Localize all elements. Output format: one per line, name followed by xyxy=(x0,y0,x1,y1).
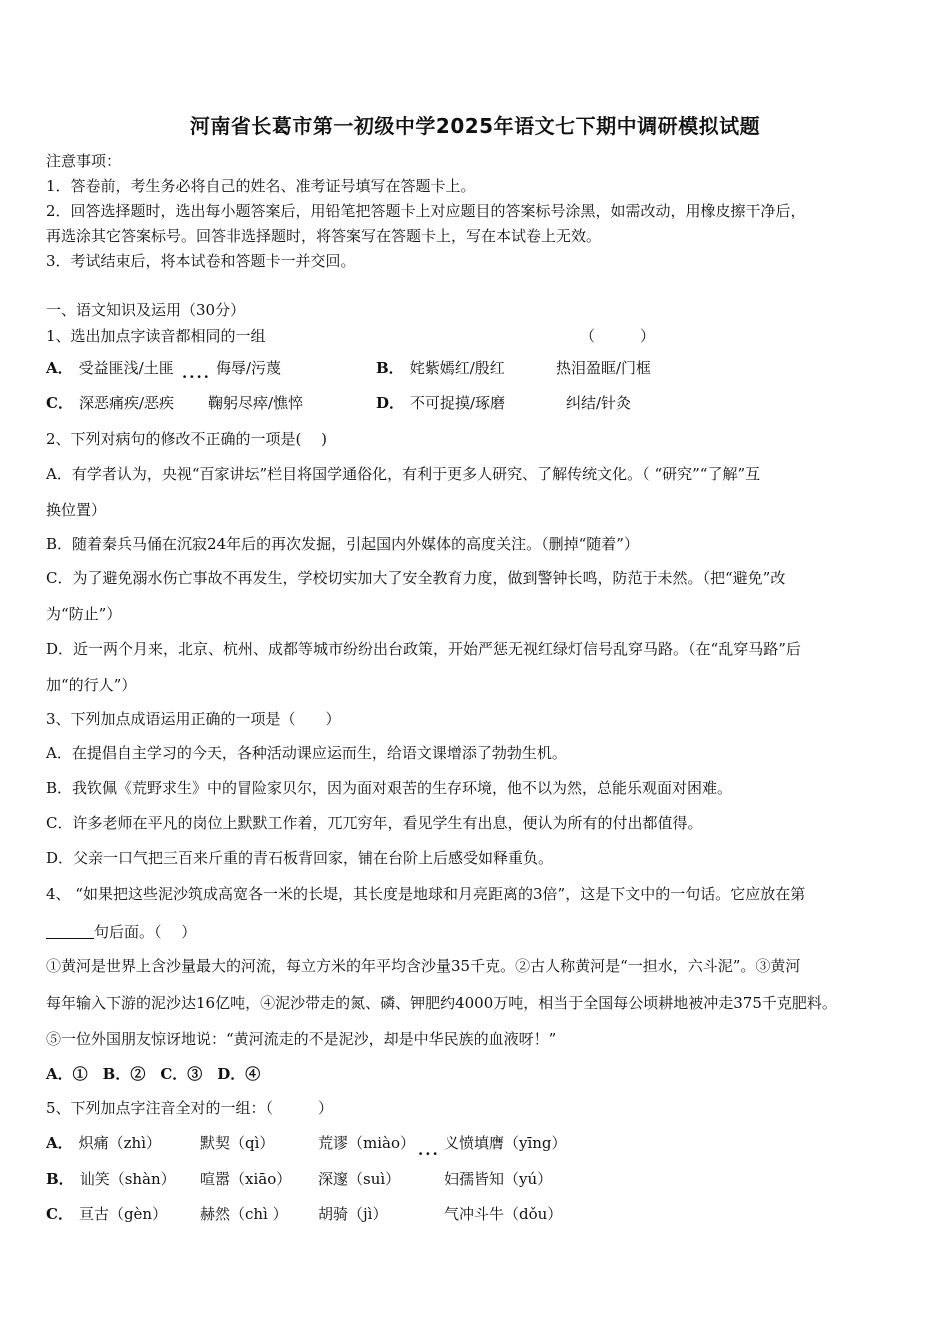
q2-option-c-cont: 为“防止”） xyxy=(46,605,122,623)
q5-option-c-item: 胡骑（jì） xyxy=(318,1205,388,1223)
fill-in-blank xyxy=(46,922,94,939)
q2-option-d: D．近一两个月来，北京、杭州、成都等城市纷纷出台政策，开始严惩无视红绿灯信号乱穿马路。（在“乱穿马路”后 xyxy=(46,640,801,658)
q5-option-a-item: 荒谬（miào） xyxy=(318,1134,415,1152)
option-label: B． xyxy=(46,1170,74,1188)
q2-option-b: B．随着秦兵马俑在沉寂24年后的再次发掘，引起国内外媒体的高度关注。（删掉“随着”） xyxy=(46,535,639,553)
option-text: 亘古（gèn） xyxy=(78,1205,168,1223)
q4-passage-line: 每年输入下游的泥沙达16亿吨，④泥沙带走的氮、磷、钾肥约4000万吨，相当于全国每公顷耕地被冲走375千克肥料。 xyxy=(46,994,837,1012)
q5-option-a-item: 义愤填膺（yīng） xyxy=(444,1134,567,1152)
q2-option-a-cont: 换位置） xyxy=(46,501,107,519)
option-label: D． xyxy=(376,394,405,412)
emphasis-dots: ... xyxy=(418,1141,440,1159)
notice-item: 2．回答选择题时，选出每小题答案后，用铅笔把答题卡上对应题目的答案标号涂黑，如需改动，用橡皮擦干净后， xyxy=(46,202,806,220)
q5-option-b-item: 喧嚣（xiāo） xyxy=(200,1170,292,1188)
q2-option-d-cont: 加“的行人”） xyxy=(46,676,137,694)
q5-option-a-item: 默契（qì） xyxy=(200,1134,275,1152)
q1-option-d-part2: 纠结/针灸 xyxy=(566,394,632,412)
option-text: 不可捉摸/琢磨 xyxy=(410,394,506,412)
q1-option-a-part2: 侮辱/污蔑 xyxy=(216,359,282,377)
q4-passage-line: ⑤一位外国朋友惊讶地说：“黄河流走的不是泥沙，却是中华民族的血液呀！” xyxy=(46,1030,557,1048)
q5-option-a xyxy=(46,1133,161,1153)
q1-stem: 1、选出加点字读音都相同的一组 xyxy=(46,327,266,345)
option-text: 受益匪浅/土匪 xyxy=(78,359,174,377)
q1-answer-paren: （ ） xyxy=(580,327,656,345)
q4-stem: 4、 “如果把这些泥沙筑成高宽各一米的长堤，其长度是地球和月亮距离的3倍”，这是下文中的一句话。它应放在第 xyxy=(46,885,806,903)
notice-item: 1．答卷前，考生务必将自己的姓名、准考证号填写在答题卡上。 xyxy=(46,177,476,195)
q5-stem: 5、下列加点字注音全对的一组：（ ） xyxy=(46,1099,334,1117)
notice-item: 再选涂其它答案标号。回答非选择题时，将答案写在答题卡上，写在本试卷上无效。 xyxy=(46,227,602,245)
q1-option-a xyxy=(46,358,174,378)
q3-stem: 3、下列加点成语运用正确的一项是（ ） xyxy=(46,710,341,728)
q5-option-c xyxy=(46,1204,167,1224)
q5-option-c-item: 赫然（chì ） xyxy=(200,1205,288,1223)
option-label: B． xyxy=(376,359,404,377)
option-text: 炽痛（zhì） xyxy=(78,1134,162,1152)
q3-option-a: A．在提倡自主学习的今天，各种活动课应运而生，给语文课增添了勃勃生机。 xyxy=(46,744,567,762)
q1-option-c-part2: 鞠躬尽瘁/憔悴 xyxy=(208,394,304,412)
q2-stem: 2、下列对病句的修改不正确的一项是( ) xyxy=(46,430,328,448)
q4-stem-cont: 句后面。（ ） xyxy=(46,922,196,942)
option-label: A． xyxy=(46,359,73,377)
option-label: C． xyxy=(46,1205,73,1223)
section-heading: 一、语文知识及运用（30分） xyxy=(46,301,246,319)
page-title: 河南省长葛市第一初级中学2025年语文七下期中调研模拟试题 xyxy=(189,114,761,138)
option-text: 姹紫嫣红/殷红 xyxy=(409,359,505,377)
notice-item: 3．考试结束后，将本试卷和答题卡一并交回。 xyxy=(46,252,356,270)
q3-option-c: C．许多老师在平凡的岗位上默默工作着，兀兀穷年，看见学生有出息，便认为所有的付出都值得。 xyxy=(46,814,703,832)
q1-option-b xyxy=(376,358,505,378)
q3-option-b: B．我钦佩《荒野求生》中的冒险家贝尔，因为面对艰苦的生存环境，他不以为然，总能乐观面对困难。 xyxy=(46,779,733,797)
emphasis-dots: .... xyxy=(182,364,211,382)
option-label: A． xyxy=(46,1134,73,1152)
q5-option-c-item: 气冲斗牛（dǒu） xyxy=(444,1205,563,1223)
q2-option-c: C．为了避免溺水伤亡事故不再发生，学校切实加大了安全教育力度，做到警钟长鸣，防范于未然。（把“避免”改 xyxy=(46,569,786,587)
q1-option-d xyxy=(376,393,505,413)
option-label: C． xyxy=(46,394,73,412)
q3-option-d: D．父亲一口气把三百来斤重的青石板背回家，铺在台阶上后感受如释重负。 xyxy=(46,849,554,867)
notice-heading: 注意事项： xyxy=(46,152,122,170)
q1-option-b-part2: 热泪盈眶/门框 xyxy=(556,359,652,377)
q4-passage-line: ①黄河是世界上含沙量最大的河流，每立方米的年平均含沙量35千克。②古人称黄河是“一担水，六斗泥”。③黄河 xyxy=(46,957,801,975)
q4-options: A．① B．② C．③ D．④ xyxy=(46,1065,261,1083)
q2-option-a: A．有学者认为，央视“百家讲坛”栏目将国学通俗化，有利于更多人研究、了解传统文化。（ “研究”“了解”互 xyxy=(46,465,761,483)
q5-option-b-item: 深邃（suì） xyxy=(318,1170,401,1188)
option-text: 讪笑（shàn） xyxy=(79,1170,176,1188)
q5-option-b-item: 妇孺皆知（yú） xyxy=(444,1170,553,1188)
option-text: 深恶痛疾/恶疾 xyxy=(78,394,175,412)
q1-option-c xyxy=(46,393,174,413)
q5-option-b xyxy=(46,1169,176,1189)
